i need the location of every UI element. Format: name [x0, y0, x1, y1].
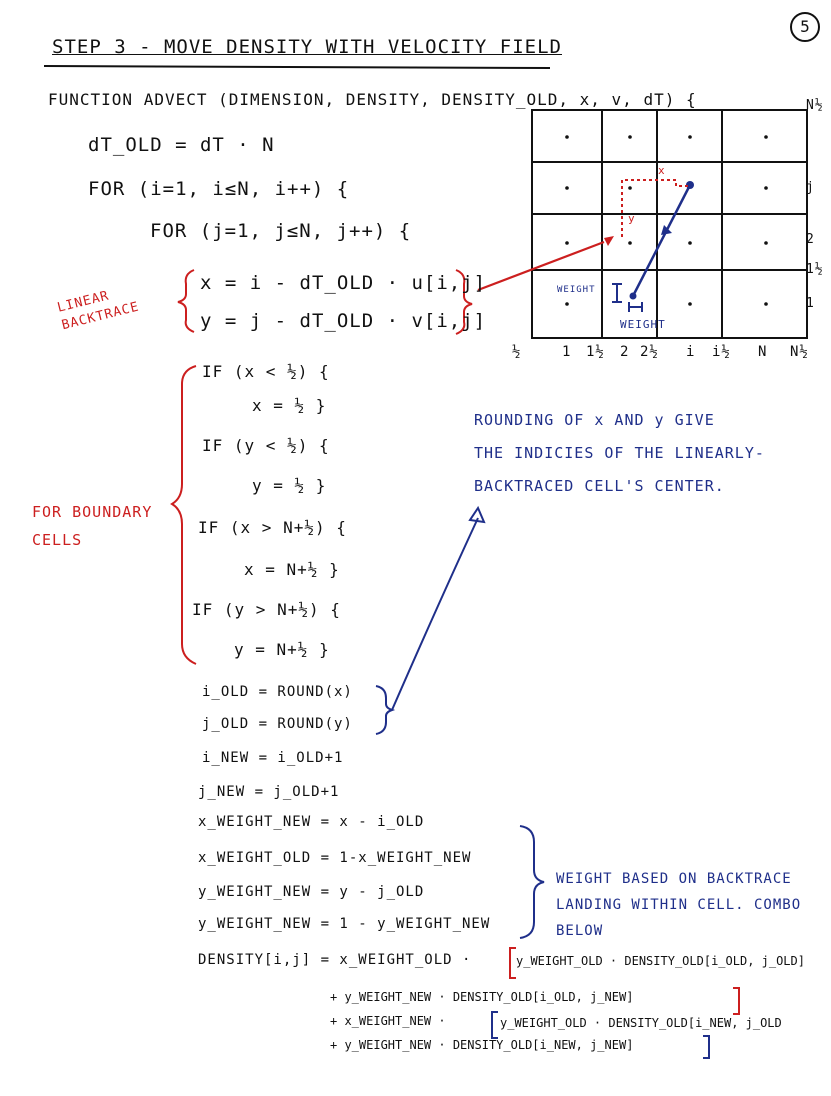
if-y-upper-body: y = N+½ } [234, 640, 330, 659]
rounding-note [474, 404, 765, 503]
if-y-lower: IF (y < ½) { [202, 436, 330, 455]
if-x-lower: IF (x < ½) { [202, 362, 330, 381]
y-tick-label: j [806, 180, 815, 195]
j-old-line: j_OLD = ROUND(y) [202, 716, 353, 732]
weight-note [556, 866, 801, 944]
diagram-label-x: x [658, 164, 666, 177]
if-x-upper-body: x = N+½ } [244, 560, 340, 579]
x-component [622, 180, 688, 186]
function-signature: FUNCTION ADVECT (DIMENSION, DENSITY, DENSITY_OLD, x, v, dT) { [48, 90, 697, 109]
rounding-arrow [392, 518, 478, 710]
density-line-1b: y_WEIGHT_OLD · DENSITY_OLD[i_OLD, j_OLD] [516, 954, 805, 968]
backtrace-arrow [478, 242, 604, 290]
weight-note-line: WEIGHT BASED ON BACKTRACE [556, 871, 792, 887]
end-point [630, 293, 637, 300]
x-backtrace-line: x = i - dT_OLD · u[i,j] [200, 272, 487, 294]
x-tick-label: 2 [620, 344, 630, 360]
diagram-label-y: y [628, 212, 636, 225]
for-j-line: FOR (j=1, j≤N, j++) { [150, 220, 412, 242]
linear-backtrace-note: LINEAR BACKTRACE [55, 288, 141, 334]
y-tick-label: 1½ [806, 262, 824, 277]
boundary-cells-note: FOR BOUNDARY CELLS [32, 503, 153, 549]
y-tick-label: N½ [806, 98, 824, 113]
for-i-line: FOR (i=1, i≤N, i++) { [88, 178, 350, 200]
cell-center-dots [565, 135, 768, 306]
x-tick-label: 1½ [586, 344, 605, 360]
y-weight-new-line: y_WEIGHT_NEW = y - j_OLD [198, 884, 425, 900]
y-backtrace-line: y = j - dT_OLD · v[i,j] [200, 310, 487, 332]
weight-left-label: WEIGHT [557, 285, 596, 295]
x-tick-label: 2½ [640, 344, 659, 360]
y-tick-label: 1 [806, 296, 815, 311]
x-weight-new-line: x_WEIGHT_NEW = x - i_OLD [198, 814, 425, 830]
dt-old-line: dT_OLD = dT · N [88, 134, 275, 156]
density-line-1: DENSITY[i,j] = x_WEIGHT_OLD · [198, 952, 472, 968]
x-weight-old-line: x_WEIGHT_OLD = 1-x_WEIGHT_NEW [198, 850, 472, 866]
density-line-3: + x_WEIGHT_NEW · [330, 1014, 446, 1028]
y-tick-label: 2 [806, 232, 815, 247]
density-line-4: + y_WEIGHT_NEW · DENSITY_OLD[i_NEW, j_NEW] [330, 1038, 634, 1052]
rounding-note-line: BACKTRACED CELL'S CENTER. [474, 477, 725, 495]
x-tick-label: i½ [712, 344, 731, 360]
weight-brace [520, 826, 544, 938]
density-line-3b: y_WEIGHT_OLD · DENSITY_OLD[i_NEW, j_OLD [500, 1016, 782, 1030]
x-tick-label: i [686, 344, 696, 360]
density-line-2: + y_WEIGHT_NEW · DENSITY_OLD[i_OLD, j_NEW] [330, 990, 634, 1004]
weight-note-line: LANDING WITHIN CELL. COMBO [556, 897, 802, 913]
x-tick-label: N [758, 344, 768, 360]
x-tick-label: ½ [512, 344, 522, 360]
red-arrowhead [604, 236, 614, 246]
page-title: STEP 3 - MOVE DENSITY WITH VELOCITY FIELD [52, 36, 562, 58]
rounding-note-line: ROUNDING OF x AND y GIVE [474, 411, 715, 429]
rounding-brace [376, 686, 392, 734]
if-x-upper: IF (x > N+½) { [198, 518, 347, 537]
velocity-line [633, 185, 690, 296]
x-tick-label: 1 [562, 344, 572, 360]
rounding-note-line: THE INDICIES OF THE LINEARLY- [474, 444, 765, 462]
x-tick-label: N½ [790, 344, 809, 360]
y-weight-old-line: y_WEIGHT_NEW = 1 - y_WEIGHT_NEW [198, 916, 491, 932]
weight-bottom-label: WEIGHT [620, 318, 666, 331]
velocity-arrowhead [661, 225, 672, 235]
j-new-line: j_NEW = j_OLD+1 [198, 784, 340, 800]
page-number: 5 [790, 12, 820, 42]
weight-note-line: BELOW [556, 923, 604, 939]
i-old-line: i_OLD = ROUND(x) [202, 684, 353, 700]
if-y-upper: IF (y > N+½) { [192, 600, 341, 619]
if-x-lower-body: x = ½ } [252, 396, 327, 415]
title-underline [44, 66, 550, 68]
if-y-lower-body: y = ½ } [252, 476, 327, 495]
i-new-line: i_NEW = i_OLD+1 [202, 750, 344, 766]
